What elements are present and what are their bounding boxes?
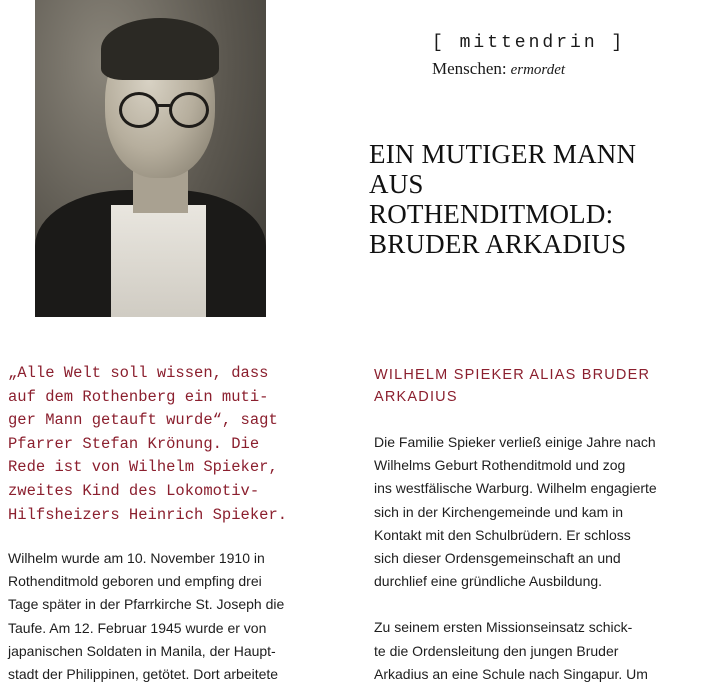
- body-line: durchlief eine gründliche Ausbildung.: [374, 573, 603, 590]
- body-line: Wilhelms Geburt Rothenditmold und zog: [374, 457, 626, 474]
- body-line: sich in der Kirchengemeinde und kam in: [374, 503, 624, 520]
- body-line: Rothenditmold geboren und empfing drei: [8, 573, 262, 590]
- body-line: Tage später in der Pfarrkirche St. Joseph die: [8, 596, 285, 613]
- subheading-line: WILHELM SPIEKER ALIAS BRUDER: [374, 367, 651, 383]
- pull-quote: [8, 362, 308, 527]
- body-line: Zu seinem ersten Missionseinsatz schick-: [374, 619, 633, 636]
- left-body-text: [8, 547, 308, 686]
- body-line: sich dieser Ordensgemeinschaft an und: [374, 550, 621, 567]
- photo-glasses-left: [119, 92, 159, 128]
- portrait-photo: [35, 0, 266, 317]
- section-category: Menschen:: [432, 59, 507, 78]
- body-line: Kontakt mit den Schulbrüdern. Er schloss: [374, 526, 631, 543]
- section-tag: [ mittendrin ]: [432, 33, 626, 53]
- body-line: stadt der Philippinen, getötet. Dort arbeitete: [8, 666, 279, 683]
- title-line: EIN MUTIGER MANN: [369, 139, 637, 169]
- quote-line: ger Mann getauft wurde“, sagt: [8, 411, 278, 430]
- quote-line: Rede ist von Wilhelm Spieker,: [8, 458, 278, 477]
- title-line: AUS: [369, 169, 424, 199]
- body-line: Taufe. Am 12. Februar 1945 wurde er von: [8, 619, 267, 636]
- paragraph-gap: [374, 593, 684, 616]
- quote-line: Pfarrer Stefan Krönung. Die: [8, 434, 260, 453]
- subheading-line: ARKADIUS: [374, 389, 458, 405]
- body-line: japanischen Soldaten in Manila, der Haupt-: [8, 642, 276, 659]
- body-line: Arkadius an eine Schule nach Singapur. Um: [374, 665, 648, 682]
- section-category-em: ermordet: [510, 62, 566, 78]
- title-line: ROTHENDITMOLD:: [369, 199, 614, 229]
- quote-line: zweites Kind des Lokomotiv-: [8, 481, 260, 500]
- quote-line: auf dem Rothenberg ein muti-: [8, 387, 269, 406]
- body-line: ins westfälische Warburg. Wilhelm engagierte: [374, 480, 657, 497]
- section-label: [432, 59, 565, 79]
- right-body-text: [374, 431, 684, 686]
- photo-glasses-right: [169, 92, 209, 128]
- body-line: Die Familie Spieker verließ einige Jahre nach: [374, 434, 656, 450]
- photo-glasses-bridge: [156, 104, 170, 107]
- quote-line: Hilfsheizers Heinrich Spieker.: [8, 505, 288, 524]
- article-title: [369, 139, 679, 259]
- body-line: te die Ordensleitung den jungen Bruder: [374, 642, 619, 659]
- photo-hair: [101, 18, 219, 80]
- body-line: Wilhelm wurde am 10. November 1910 in: [8, 550, 265, 566]
- title-line: BRUDER ARKADIUS: [369, 229, 627, 259]
- section-subheading: [374, 364, 650, 408]
- quote-line: „Alle Welt soll wissen, dass: [8, 364, 269, 382]
- photo-collar: [111, 205, 206, 317]
